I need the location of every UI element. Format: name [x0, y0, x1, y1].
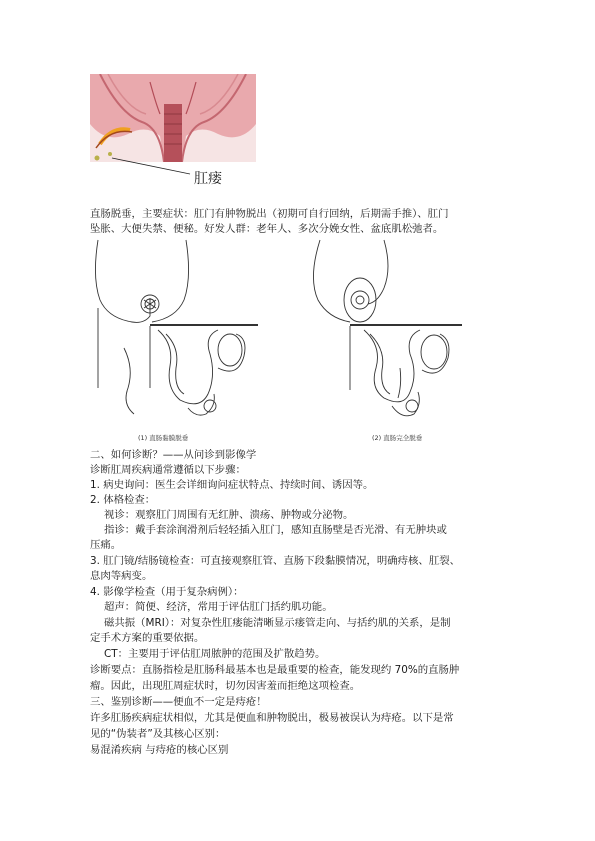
section3-heading: 三、鉴别诊断——便血不一定是痔疮！ [90, 696, 267, 708]
ultrasound-text: 超声：简便、经济，常用于评估肛门括约肌功能。 [104, 601, 333, 613]
complete-prolapse-diagram [313, 240, 462, 442]
palpation-line-2: 压痛。 [90, 539, 122, 551]
anal-fistula-figure [90, 74, 256, 192]
rectal-prolapse-figure [88, 238, 468, 444]
caption-complete: (2) 直肠完全脱垂 [372, 434, 423, 442]
inspection-text: 视诊：观察肛门周围有无红肿、溃疡、肿物或分泌物。 [104, 509, 354, 521]
step-history: 1. 病史询问：医生会详细询问症状特点、持续时间、诱因等。 [90, 479, 374, 491]
mri-line-1: 磁共振（MRI）：对复杂性肛瘘能清晰显示瘘管走向、与括约肌的关系，是制 [104, 617, 451, 629]
caption-mucosal: (1) 直肠黏膜脱垂 [138, 434, 189, 442]
section2-intro: 诊断肛周疾病通常遵循以下步骤： [90, 464, 246, 476]
mri-line-2: 定手术方案的重要依据。 [90, 632, 205, 644]
section3-intro-line-2: 见的“伪装者”及其核心区别： [90, 728, 226, 740]
step-endoscopy-line-1: 3. 肛门镜/结肠镜检查：可直接观察肛管、直肠下段黏膜情况，明确痔核、肛裂、 [90, 555, 460, 567]
fistula-label: 肛瘘 [194, 171, 222, 187]
comparison-table-heading: 易混淆疾病 与痔疮的核心区别 [90, 744, 229, 756]
section3-intro-line-1: 许多肛肠疾病症状相似，尤其是便血和肿物脱出，极易被误认为痔疮。以下是常 [90, 712, 454, 724]
step-endoscopy-line-2: 息肉等病变。 [90, 570, 153, 582]
key-point-line-2: 瘤。因此，出现肛周症状时，切勿因害羞而拒绝这项检查。 [90, 680, 361, 692]
step-physical: 2. 体格检查： [90, 494, 156, 506]
section2-heading: 二、如何诊断？——从问诊到影像学 [90, 449, 257, 461]
palpation-line-1: 指诊：戴手套涂润滑剂后轻轻插入肛门，感知直肠壁是否光滑、有无肿块或 [104, 524, 447, 536]
step-imaging: 4. 影像学检查（用于复杂病例）： [90, 586, 244, 598]
mucosal-prolapse-diagram [95, 240, 258, 442]
prolapse-line-1: 直肠脱垂，主要症状：肛门有肿物脱出（初期可自行回纳，后期需手推）、肛门 [90, 208, 449, 220]
ct-text: CT：主要用于评估肛周脓肿的范围及扩散趋势。 [104, 648, 326, 660]
prolapse-line-2: 坠胀、大便失禁、便秘。好发人群：老年人、多次分娩女性、盆底肌松弛者。 [90, 223, 444, 235]
key-point-line-1: 诊断要点：直肠指检是肛肠科最基本也是最重要的检查，能发现约 70%的直肠肿 [90, 664, 460, 676]
